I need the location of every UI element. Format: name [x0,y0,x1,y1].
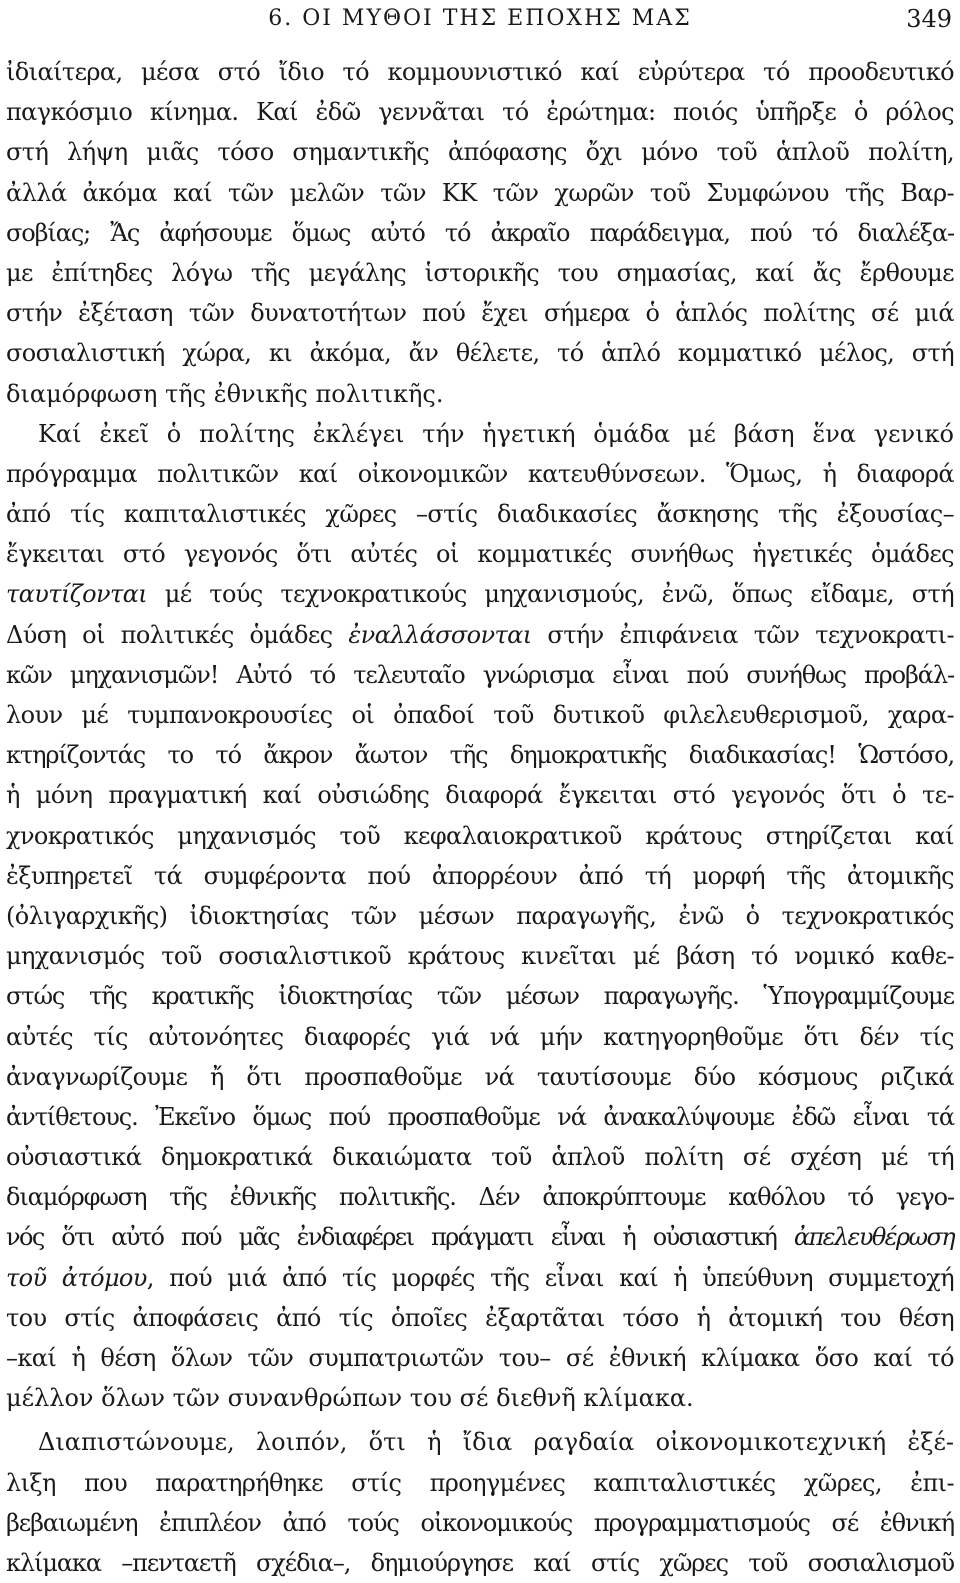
text-segment: στήν ἐπιφάνεια τῶν τεχνοκρατι- [531,620,954,649]
text-line: μηχανισμός τοῦ σοσιαλιστικοῦ κράτους κινεῖται μέ βάση τό νομικό καθε- [6,942,954,971]
italic-term: ταυτίζονται [6,580,148,609]
text-line: αὐτές τίς αὐτονόητες διαφορές γιά νά μήν κατηγορηθοῦμε ὅτι δέν τίς [6,1022,954,1051]
paragraph-start-line: Διαπιστώνουμε, λοιπόν, ὅτι ἡ ἴδια ραγδαία οἰκονομικοτεχνική ἐξέ- [38,1428,954,1457]
text-segment: μέ τούς τεχνοκρατικούς μηχανισμούς, ἐνῶ, ὅπως εἴδαμε, στή [147,580,954,609]
text-line: κῶν μηχανισμῶν! Αὐτό τό τελευταῖο γνώρισμα εἶναι πού συνήθως προβάλ- [6,660,954,689]
text-line: ἐξυπηρετεῖ τά συμφέροντα πού ἀπορρέουν ἀπό τή μορφή τῆς ἀτομικῆς [6,861,954,890]
text-line [6,615,954,655]
running-head [0,4,960,36]
text-line: παγκόσμιο κίνημα. Καί ἐδῶ γεννᾶται τό ἐρώτημα: ποιός ὑπῆρξε ὁ ρόλος [6,98,954,127]
text-line: λιξη που παρατηρήθηκε στίς προηγμένες καπιταλιστικές χῶρες, ἐπι- [6,1468,954,1497]
text-line [6,574,954,614]
text-segment: , πού μιά ἀπό τίς μορφές τῆς εἶναι καί ἡ ὑπεύθυνη συμμετοχή [146,1263,954,1292]
italic-term: τοῦ ἀτόμου [6,1263,147,1292]
text-segment: Δύση οἱ πολιτικές ὁμάδες [6,620,349,649]
text-line: –καί ἡ θέση ὅλων τῶν συμπατριωτῶν του– σέ ἐθνική κλίμακα ὅσο καί τό [6,1344,954,1372]
text-line: ἔγκειται στό γεγονός ὅτι αὐτές οἱ κομματικές συνήθως ἡγετικές ὁμάδες [6,540,954,569]
text-line: βεβαιωμένη ἐπιπλέον ἀπό τούς οἰκονομικούς προγραμματισμούς σέ ἐθνική [6,1508,954,1537]
text-line: με ἐπίτηδες λόγω τῆς μεγάλης ἱστορικῆς του σημασίας, καί ἄς ἔρθουμε [6,258,954,287]
italic-term: ἀπελευθέρωση [793,1223,954,1252]
text-line: σοσιαλιστική χώρα, κι ἀκόμα, ἄν θέλετε, τό ἁπλό κομματικό μέλος, στή [6,339,954,368]
text-segment: νός ὅτι αὐτό πού μᾶς ἐνδιαφέρει πράγματι εἶναι ἡ οὐσιαστική [6,1223,794,1252]
text-line: πρόγραμμα πολιτικῶν καί οἰκονομικῶν κατευθύνσεων. Ὅμως, ἡ διαφορά [6,459,954,488]
paragraph-start-line: Καί ἐκεῖ ὁ πολίτης ἐκλέγει τήν ἡγετική ὁμάδα μέ βάση ἕνα γενικό [38,419,954,448]
body-text [6,52,954,1583]
paragraph-end-line: διαμόρφωση τῆς ἐθνικῆς πολιτικῆς. [6,379,444,408]
text-line: χνοκρατικός μηχανισμός τοῦ κεφαλαιοκρατικοῦ κράτους στηρίζεται καί [6,821,954,850]
text-line: του στίς ἀποφάσεις ἀπό τίς ὁποῖες ἐξαρτᾶται τόσο ἡ ἀτομική του θέση [6,1303,954,1332]
text-line: ἀλλά ἀκόμα καί τῶν μελῶν τῶν ΚΚ τῶν χωρῶν τοῦ Συμφώνου τῆς Βαρ- [6,178,954,207]
italic-term: ἐναλλάσσονται [348,620,532,649]
text-line [6,1217,954,1257]
text-line: λουν μέ τυμπανοκρουσίες οἱ ὀπαδοί τοῦ δυτικοῦ φιλελευθερισμοῦ, χαρα- [6,701,954,729]
text-line [6,1258,954,1298]
text-line: ἡ μόνη πραγματική καί οὐσιώδης διαφορά ἔγκειται στό γεγονός ὅτι ὁ τε- [6,781,954,810]
text-line: ἀπό τίς καπιταλιστικές χῶρες –στίς διαδικασίες ἄσκησης τῆς ἐξουσίας– [6,500,954,529]
text-line: (ὀλιγαρχικῆς) ἰδιοκτησίας τῶν μέσων παραγωγῆς, ἐνῶ ὁ τεχνοκρατικός [6,901,954,930]
text-line: ἀναγνωρίζουμε ἤ ὅτι προσπαθοῦμε νά ταυτίσουμε δύο κόσμους ριζικά [6,1062,954,1091]
text-line: οὐσιαστικά δημοκρατικά δικαιώματα τοῦ ἁπλοῦ πολίτη σέ σχέση μέ τή [6,1143,954,1172]
text-line: κτηρίζοντάς το τό ἄκρον ἄωτον τῆς δημοκρατικῆς διαδικασίας! Ὡστόσο, [6,741,954,770]
text-line: σοβίας; Ἄς ἀφήσουμε ὅμως αὐτό τό ἀκραῖο παράδειγμα, πού τό διαλέξα- [6,218,954,247]
text-line: κλίμακα –πενταετῆ σχέδια–, δημιούργησε καί στίς χῶρες τοῦ σοσιαλισμοῦ [6,1548,954,1577]
text-line: στή λήψη μιᾶς τόσο σημαντικῆς ἀπόφασης ὄχι μόνο τοῦ ἁπλοῦ πολίτη, [6,138,954,167]
text-line: στώς τῆς κρατικῆς ἰδιοκτησίας τῶν μέσων παραγωγῆς. Ὑπογραμμίζουμε [6,982,954,1011]
paragraph-end-line: μέλλον ὅλων τῶν συνανθρώπων του σέ διεθνῆ κλίμακα. [6,1384,694,1413]
text-line: διαμόρφωση τῆς ἐθνικῆς πολιτικῆς. Δέν ἀποκρύπτουμε καθόλου τό γεγο- [6,1183,954,1212]
text-line: ἰδιαίτερα, μέσα στό ἴδιο τό κομμουνιστικό καί εὐρύτερα τό προοδευτικό [6,58,954,86]
text-line: στήν ἐξέταση τῶν δυνατοτήτων πού ἔχει σήμερα ὁ ἁπλός πολίτης σέ μιά [6,299,954,328]
text-line: ἀντίθετους. Ἐκεῖνο ὅμως πού προσπαθοῦμε νά ἀνακαλύψουμε ἐδῶ εἶναι τά [6,1102,954,1131]
chapter-running-title: 6. ΟΙ ΜΥΘΟΙ ΤΗΣ ΕΠΟΧΗΣ ΜΑΣ [268,6,692,31]
page-number: 349 [906,5,952,33]
